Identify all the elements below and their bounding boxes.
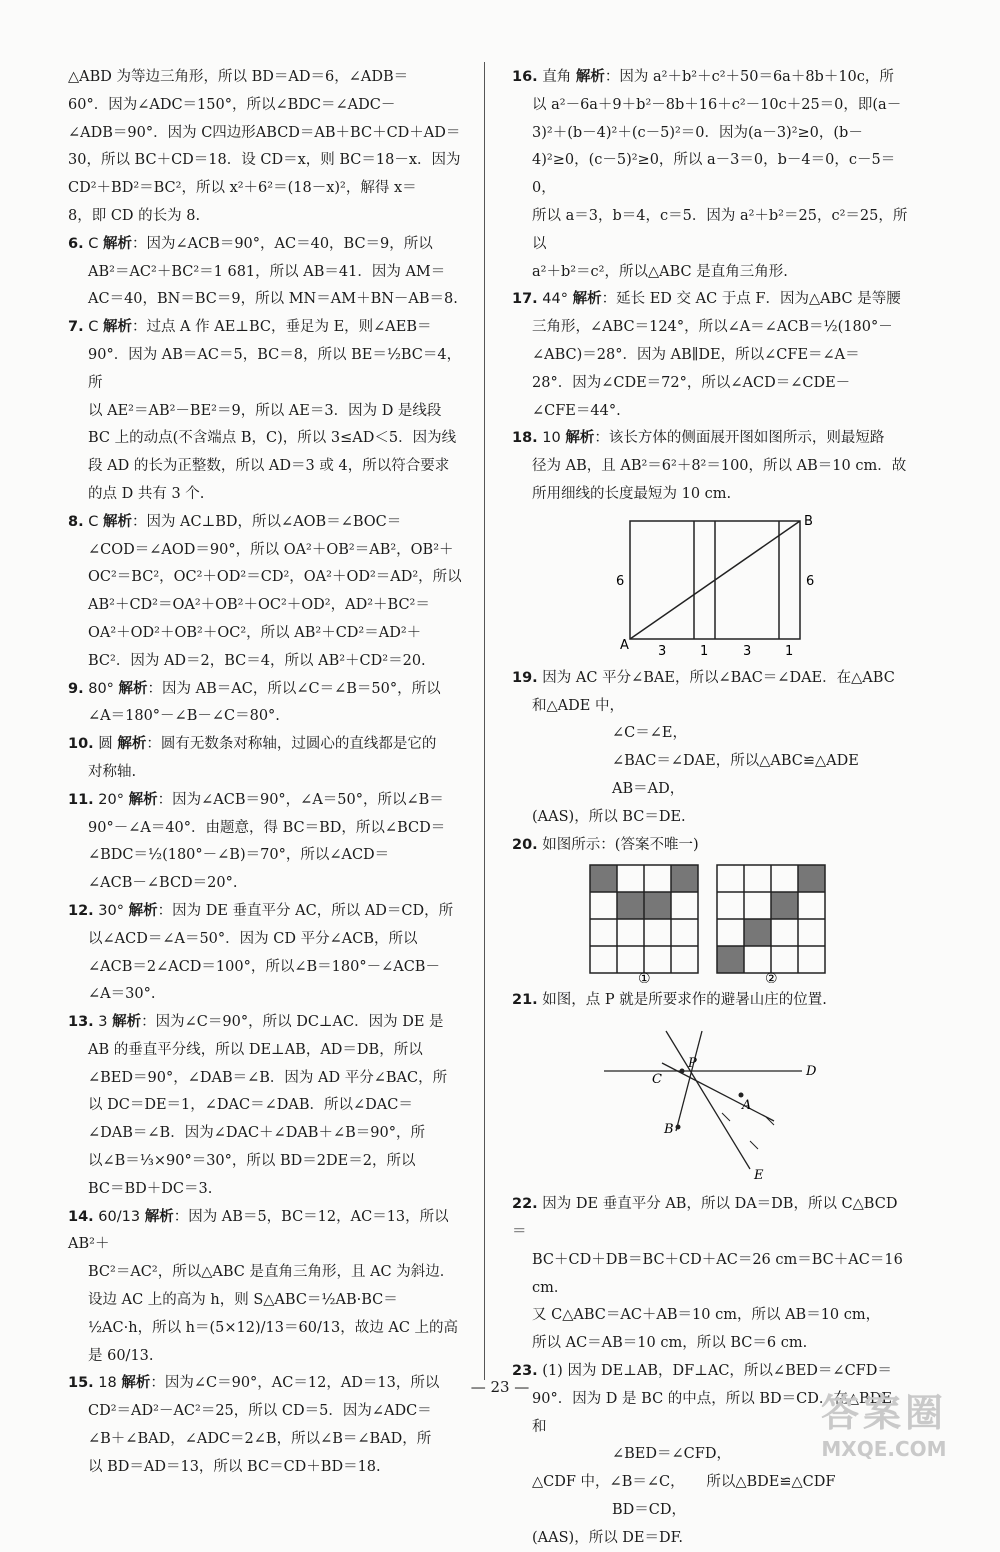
point-label-b: B — [804, 513, 813, 529]
analysis-label: 解析 — [128, 902, 158, 919]
text-line: 所以 a＝3，b＝4，c＝5．因为 a²＋b²＝25，c²＝25，所以 — [532, 207, 908, 252]
text-line: 以∠ACD＝∠A＝50°．因为 CD 平分∠ACB，所以 — [88, 930, 418, 947]
answer: 20° — [98, 791, 124, 808]
text-line: ∠BED＝∠CFD， — [612, 1446, 731, 1463]
segment-length-label: 1 — [700, 643, 709, 659]
question-17: 17. 44° 解析：延长 ED 交 AC 于点 F．因为△ABC 是等腰 三角形，∠ABC＝124°，所以∠A＝∠ACB＝½(180°－ ∠ABC)＝28°．因为 AB∥DE，所以∠CFE＝∠A＝ 28°．因为∠CDE＝72°，所以∠ACD＝∠CDE－ ∠CFE＝44°. — [512, 286, 908, 425]
point-label-d: D — [806, 1064, 817, 1080]
question-number: 19. — [512, 669, 538, 686]
grid-figures — [512, 863, 908, 983]
shaded-cell — [717, 946, 744, 973]
figure-caption: ② — [765, 971, 778, 984]
text-line: ∠BED＝90°，∠DAB＝∠B．因为 AD 平分∠BAC，所 — [88, 1069, 448, 1086]
text-line: ∠CFE＝44°. — [532, 402, 621, 419]
text-line: (AAS)，所以 DE＝DF. — [532, 1529, 684, 1546]
answer: 直角 — [542, 69, 572, 85]
question-number: 10. — [68, 736, 94, 753]
analysis-label: 解析 — [572, 291, 602, 308]
text-line: 的点 D 共有 3 个. — [88, 485, 205, 502]
text-line: (1) 因为 DE⊥AB，DF⊥AC，所以∠BED＝∠CFD＝ — [542, 1362, 892, 1379]
grid-figure-2 — [717, 865, 825, 983]
text-line: 延长 ED 交 AC 于点 F．因为△ABC 是等腰 — [616, 291, 901, 308]
text-line: (AAS)，所以 BC＝DE. — [532, 808, 686, 825]
text-line: 以 a²－6a＋9＋b²－8b＋16＋c²－10c＋25＝0，即(a－ — [532, 96, 902, 113]
page-number: — 23 — — [470, 1378, 530, 1396]
text-line: 因为 a²＋b²＋c²＋50＝6a＋8b＋10c，所 — [619, 69, 894, 85]
text-line: ∠C＝∠E， — [612, 725, 687, 742]
text-line: 因为∠ACB＝90°，∠A＝50°，所以∠B＝ — [172, 791, 444, 808]
bisector-line — [662, 1063, 774, 1121]
question-number: 17. — [512, 291, 538, 308]
point-label-a: A — [742, 1098, 752, 1114]
q5-continuation — [68, 64, 464, 231]
text-line: OA²＋OD²＋OB²＋OC²，所以 AB²＋CD²＝AD²＋ — [88, 624, 422, 641]
text-line: 圆有无数条对称轴，过圆心的直线都是它的 — [160, 736, 437, 753]
segment-length-label: 1 — [785, 643, 794, 659]
unfolded-box-figure — [512, 513, 908, 661]
text-line: 段 AD 的长为正整数，所以 AD＝3 或 4，所以符合要求 — [88, 458, 450, 475]
right-column — [512, 64, 908, 1552]
answer: 44° — [542, 291, 568, 308]
figure-caption: ① — [638, 971, 651, 984]
text-line: ∠DAB＝∠B．因为∠DAC＋∠DAB＋∠B＝90°，所 — [88, 1125, 425, 1142]
analysis-label: 解析 — [121, 1375, 151, 1392]
question-22 — [512, 1191, 908, 1358]
text-line: OC²＝BC²，OC²＋OD²＝CD²，OA²＋OD²＝AD²，所以 — [88, 569, 462, 586]
text-line: CD²＋BD²＝BC²，所以 x²＋6²＝(18－x)²，解得 x＝ — [68, 180, 417, 197]
text-line: AC＝40，BN＝BC＝9，所以 MN＝AM＋BN－AB＝8. — [88, 291, 458, 308]
text-line: 60°．因为∠ADC＝150°，所以∠BDC＝∠ADC－ — [68, 96, 396, 113]
text-line: ∠A＝30°. — [88, 986, 156, 1003]
text-line: BC 上的动点(不含端点 B，C)，所以 3≤AD＜5．因为线 — [88, 430, 457, 447]
segment-length-label: 3 — [658, 643, 667, 659]
answer: 80° — [88, 680, 114, 697]
text-line: BC²．因为 AD＝2，BC＝4，所以 AB²＋CD²＝20. — [88, 652, 426, 669]
answer: C — [88, 235, 99, 252]
text-line: ∠BAC＝∠DAE，所以△ABC≌△ADE — [612, 753, 859, 770]
analysis-label: 解析 — [102, 235, 132, 252]
answer: C — [88, 513, 99, 530]
shaded-cell — [744, 919, 771, 946]
text-line: 以 BD＝AD＝13，所以 BC＝CD＋BD＝18. — [88, 1458, 381, 1475]
text-line: 8，即 CD 的长为 8. — [68, 207, 201, 224]
text-line: 所以 AC＝AB＝10 cm，所以 BC＝6 cm. — [532, 1335, 808, 1352]
text-line: △ABD 为等边三角形，所以 BD＝AD＝6，∠ADB＝ — [68, 69, 409, 85]
text-line: BD＝CD， — [612, 1501, 687, 1518]
left-column — [68, 64, 464, 1482]
question-number: 13. — [68, 1014, 94, 1031]
question-number: 9. — [68, 680, 84, 697]
point-label-a: A — [620, 637, 629, 653]
question-number: 14. — [68, 1208, 94, 1225]
text-line: 以 DC＝DE＝1，∠DAC＝∠DAB．所以∠DAC＝ — [88, 1097, 413, 1114]
answer: 圆 — [98, 736, 113, 753]
question-number: 8. — [68, 513, 84, 530]
text-line: ∠ACB＝2∠ACD＝100°，所以∠B＝180°－∠ACB－ — [88, 958, 440, 975]
question-6: 6. C 解析：因为∠ACB＝90°，AC＝40，BC＝9，所以 AB²＝AC²＋BC²＝1 681，所以 AB＝41．因为 AM＝ AC＝40，BN＝BC＝9，所以 MN＝AM＋BN－AB＝8. — [68, 231, 464, 314]
text-line: 30，所以 BC＋CD＝18．设 CD＝x，则 BC＝18－x．因为 — [68, 152, 461, 169]
text-line: 因为 AC⊥BD，所以∠AOB＝∠BOC＝ — [146, 513, 402, 530]
text-line: 因为∠ACB＝90°，AC＝40，BC＝9，所以 — [146, 235, 433, 252]
segment-length-label: 3 — [743, 643, 752, 659]
answer: 30° — [98, 902, 124, 919]
question-number: 23. — [512, 1362, 538, 1379]
text-line: AB＝AD， — [612, 780, 685, 797]
point-label-p: P — [688, 1056, 697, 1072]
answer: 3 — [98, 1014, 108, 1031]
text-line: 因为 AC 平分∠BAE，所以∠BAC＝∠DAE．在△ABC — [542, 669, 895, 686]
text-line: BC²＝AC²，所以△ABC 是直角三角形，且 AC 为斜边． — [88, 1264, 455, 1281]
text-line: 3)²＋(b－4)²＋(c－5)²＝0．因为(a－3)²≥0，(b－ — [532, 124, 863, 141]
text-line: 90°．因为 D 是 BC 的中点，所以 BD＝CD．在△BDE 和 — [532, 1390, 892, 1435]
question-12: 12. 30° 解析：因为 DE 垂直平分 AC，所以 AD＝CD，所 以∠ACD＝∠A＝50°．因为 CD 平分∠ACB，所以 ∠ACB＝2∠ACD＝100°，所以∠B＝180°－∠ACB－ ∠A＝30°. — [68, 898, 464, 1009]
column-divider — [484, 62, 485, 1380]
text-line: CD²＝AD²－AC²＝25，所以 CD＝5．因为∠ADC＝ — [88, 1403, 432, 1420]
text-line: 和△ADE 中， — [532, 697, 624, 714]
question-7: 7. C 解析：过点 A 作 AE⊥BC，垂足为 E，则∠AEB＝ 90°．因为 AB＝AC＝5，BC＝8，所以 BE＝½BC＝4，所 以 AE²＝AB²－BE²＝9，所以 AE＝3．因为 D 是线段 BC 上的动点(不含端点 B，C)，所以 3≤AD＜5．因为线 段 AD 的长为正整数，所以 AD＝3 或 4，所以符合要求 的点 D 共有 3 个. — [68, 314, 464, 509]
analysis-label: 解析 — [112, 1014, 142, 1031]
text-line: 对称轴. — [88, 763, 137, 780]
question-14: 14. 60/13 解析：因为 AB＝5，BC＝12，AC＝13，所以 AB²＋ BC²＝AC²，所以△ABC 是直角三角形，且 AC 为斜边． 设边 AC 上的高为 h，则 S△ABC＝½AB·BC＝ ½AC·h，所以 h＝(5×12)/13＝60/13，故边 AC 上的高是 60/13. — [68, 1204, 464, 1371]
grid-figure-1 — [590, 865, 698, 983]
question-number: 21. — [512, 992, 538, 1009]
answer: 60/13 — [98, 1208, 141, 1225]
text-line: ∠ACB－∠BCD＝20°. — [88, 875, 238, 892]
text-line: 因为 DE 垂直平分 AB，所以 DA＝DB，所以 C△BCD＝ — [512, 1196, 898, 1240]
text-line: 以 AE²＝AB²－BE²＝9，所以 AE＝3．因为 D 是线段 — [88, 402, 442, 419]
analysis-label: 解析 — [565, 430, 595, 447]
question-20 — [512, 832, 908, 984]
text-line: 90°．因为 AB＝AC＝5，BC＝8，所以 BE＝½BC＝4，所 — [88, 346, 462, 391]
point-label-b: B — [664, 1122, 674, 1138]
shaded-cell — [617, 892, 644, 919]
question-21 — [512, 987, 908, 1187]
shaded-cell — [771, 892, 798, 919]
text-line: ∠B＋∠BAD，∠ADC＝2∠B，所以∠B＝∠BAD，所 — [88, 1431, 432, 1448]
text-line: 又 C△ABC＝AC＋AB＝10 cm，所以 AB＝10 cm， — [532, 1307, 881, 1324]
answer: 18 — [98, 1375, 117, 1392]
text-line: 90°－∠A＝40°．由题意，得 BC＝BD，所以∠BCD＝ — [88, 819, 446, 836]
point-b — [676, 1125, 681, 1130]
question-10: 10. 圆 解析：圆有无数条对称轴，过圆心的直线都是它的 对称轴. — [68, 731, 464, 787]
analysis-label: 解析 — [102, 513, 132, 530]
point-label-c: C — [652, 1072, 662, 1088]
shaded-cell — [798, 865, 825, 892]
text-line: 设边 AC 上的高为 h，则 S△ABC＝½AB·BC＝ — [88, 1292, 398, 1309]
text-line: 因为 DE 垂直平分 AC，所以 AD＝CD，所 — [172, 902, 454, 919]
text-line: 4)²≥0，(c－5)²≥0，所以 a－3＝0，b－4＝0，c－5＝0， — [532, 152, 896, 197]
text-line: a²＋b²＝c²，所以△ABC 是直角三角形. — [532, 263, 788, 280]
analysis-label: 解析 — [128, 791, 158, 808]
question-number: 12. — [68, 902, 94, 919]
analysis-label: 解析 — [117, 736, 147, 753]
question-number: 7. — [68, 319, 84, 336]
point-label-e: E — [754, 1168, 764, 1184]
watermark-logo: 答案圈 — [820, 1391, 947, 1435]
side-length-label: 6 — [616, 573, 625, 589]
question-16: 16. 直角 解析：因为 a²＋b²＋c²＋50＝6a＋8b＋10c，所 以 a²－6a＋9＋b²－8b＋16＋c²－10c＋25＝0，即(a－ 3)²＋(b－4)²＋(c－5)²＝0．因为(a－3)²≥0，(b－ 4)²≥0，(c－5)²≥0，所以 a－3＝0，b－4＝0，c－5＝0， 所以 a＝3，b＝4，c＝5．因为 a²＋b²＝25，c²＝25，所以 a²＋b²＝c²，所以△ABC 是直角三角形. — [512, 64, 908, 286]
answer: 10 — [542, 430, 561, 447]
question-13: 13. 3 解析：因为∠C＝90°，所以 DC⊥AC．因为 DE 是 AB 的垂直平分线，所以 DE⊥AB，AD＝DB，所以 ∠BED＝90°，∠DAB＝∠B．因为 AD 平分∠BAC，所 以 DC＝DE＝1，∠DAC＝∠DAB．所以∠DAC＝ ∠DAB＝∠B．因为∠DAC＋∠DAB＋∠B＝90°，所 以∠B＝⅓×90°＝30°，所以 BD＝2DE＝2，所以 BC＝BD＋DC＝3. — [68, 1009, 464, 1204]
question-19 — [512, 665, 908, 832]
text-line: BC＝BD＋DC＝3. — [88, 1180, 213, 1197]
text-line: 以∠B＝⅓×90°＝30°，所以 BD＝2DE＝2，所以 — [88, 1153, 416, 1170]
point-p — [680, 1069, 685, 1074]
arc-marks — [722, 1113, 774, 1149]
question-15: 15. 18 解析：因为∠C＝90°，AC＝12，AD＝13，所以 CD²＝AD²－AC²＝25，所以 CD＝5．因为∠ADC＝ ∠B＋∠BAD，∠ADC＝2∠B，所以∠B＝∠BAD，所 以 BD＝AD＝13，所以 BC＝CD＋BD＝18. — [68, 1370, 464, 1481]
text-line: 三角形，∠ABC＝124°，所以∠A＝∠ACB＝½(180°－ — [532, 319, 893, 336]
text-line: △CDF 中，∠B＝∠C， 所以△BDE≌△CDF — [532, 1474, 836, 1491]
analysis-label: 解析 — [118, 680, 148, 697]
text-line: 如图所示：(答案不唯一) — [542, 836, 699, 853]
question-18: 18. 10 解析：该长方体的侧面展开图如图所示，则最短路 径为 AB，且 AB²＝6²＋8²＝100，所以 AB＝10 cm．故 所用细线的长度最短为 10 cm. A B 6 6 3 1 3 1 — [512, 430, 907, 659]
question-number: 20. — [512, 836, 538, 853]
analysis-label: 解析 — [144, 1208, 174, 1225]
side-length-label: 6 — [806, 573, 815, 589]
text-line: ∠A＝180°－∠B－∠C＝80°. — [88, 708, 280, 725]
construction-figure — [512, 1019, 908, 1187]
text-line: AB²＋CD²＝OA²＋OB²＋OC²＋OD²，AD²＋BC²＝ — [88, 597, 430, 614]
answer: C — [88, 319, 99, 336]
text-line: 因为∠C＝90°，AC＝12，AD＝13，所以 — [164, 1375, 440, 1392]
shaded-cell — [590, 865, 617, 892]
text-line: AB 的垂直平分线，所以 DE⊥AB，AD＝DB，所以 — [88, 1041, 423, 1058]
text-line: 28°．因为∠CDE＝72°，所以∠ACD＝∠CDE－ — [532, 374, 851, 391]
text-line: ∠COD＝∠AOD＝90°，所以 OA²＋OB²＝AB²，OB²＋ — [88, 541, 454, 558]
text-line: 径为 AB，且 AB²＝6²＋8²＝100，所以 AB＝10 cm．故 — [532, 458, 907, 475]
text-line: ∠ADB＝90°．因为 C四边形ABCD＝AB＋BC＋CD＋AD＝ — [68, 124, 461, 141]
point-a — [739, 1093, 744, 1098]
text-line: ∠BDC＝½(180°－∠B)＝70°，所以∠ACD＝ — [88, 847, 390, 864]
shaded-cell — [671, 865, 698, 892]
question-8: 8. C 解析：因为 AC⊥BD，所以∠AOB＝∠BOC＝ ∠COD＝∠AOD＝90°，所以 OA²＋OB²＝AB²，OB²＋ OC²＝BC²，OC²＋OD²＝CD²，OA²＋OD²＝AD²，所以 AB²＋CD²＝OA²＋OB²＋OC²＋OD²，AD²＋BC²＝ OA²＋OD²＋OB²＋OC²，所以 AB²＋CD²＝AD²＋ BC²．因为 AD＝2，BC＝4，所以 AB²＋CD²＝20. — [68, 509, 464, 676]
text-line: 所用细线的长度最短为 10 cm. — [532, 485, 732, 502]
analysis-label: 解析 — [102, 319, 132, 336]
text-line: ∠ABC)＝28°．因为 AB∥DE，所以∠CFE＝∠A＝ — [532, 346, 860, 363]
analysis-label: 解析 — [575, 69, 605, 85]
text-line: 该长方体的侧面展开图如图所示，则最短路 — [608, 430, 885, 447]
text-line: 因为∠C＝90°，所以 DC⊥AC．因为 DE 是 — [155, 1014, 444, 1031]
line-ae — [666, 1031, 750, 1169]
question-number: 22. — [512, 1196, 538, 1213]
text-line: BC＋CD＋DB＝BC＋CD＋AC＝26 cm＝BC＋AC＝16 cm． — [532, 1251, 903, 1296]
watermark — [784, 1382, 984, 1461]
question-number: 6. — [68, 235, 84, 252]
text-line: 如图，点 P 就是所要求作的避暑山庄的位置. — [542, 992, 827, 1009]
text-line: AB²＝AC²＋BC²＝1 681，所以 AB＝41．因为 AM＝ — [88, 263, 446, 280]
question-number: 16. — [512, 69, 538, 85]
question-9: 9. 80° 解析：因为 AB＝AC，所以∠C＝∠B＝50°，所以 ∠A＝180°－∠B－∠C＝80°. — [68, 676, 464, 732]
text-line: 因为 AB＝AC，所以∠C＝∠B＝50°，所以 — [162, 680, 441, 697]
question-number: 15. — [68, 1375, 94, 1392]
shaded-cell — [644, 892, 671, 919]
question-11: 11. 20° 解析：因为∠ACB＝90°，∠A＝50°，所以∠B＝ 90°－∠A＝40°．由题意，得 BC＝BD，所以∠BCD＝ ∠BDC＝½(180°－∠B)＝70°，所以∠ACD＝ ∠ACB－∠BCD＝20°. — [68, 787, 464, 898]
text-line: 过点 A 作 AE⊥BC，垂足为 E，则∠AEB＝ — [146, 319, 432, 336]
watermark-url: MXQE.COM — [821, 1437, 947, 1461]
text-line: ½AC·h，所以 h＝(5×12)/13＝60/13，故边 AC 上的高是 60/13. — [88, 1319, 459, 1364]
question-number: 18. — [512, 430, 538, 447]
question-number: 11. — [68, 791, 94, 808]
text-line: 因为 AB＝5，BC＝12，AC＝13，所以 AB²＋ — [68, 1208, 449, 1253]
